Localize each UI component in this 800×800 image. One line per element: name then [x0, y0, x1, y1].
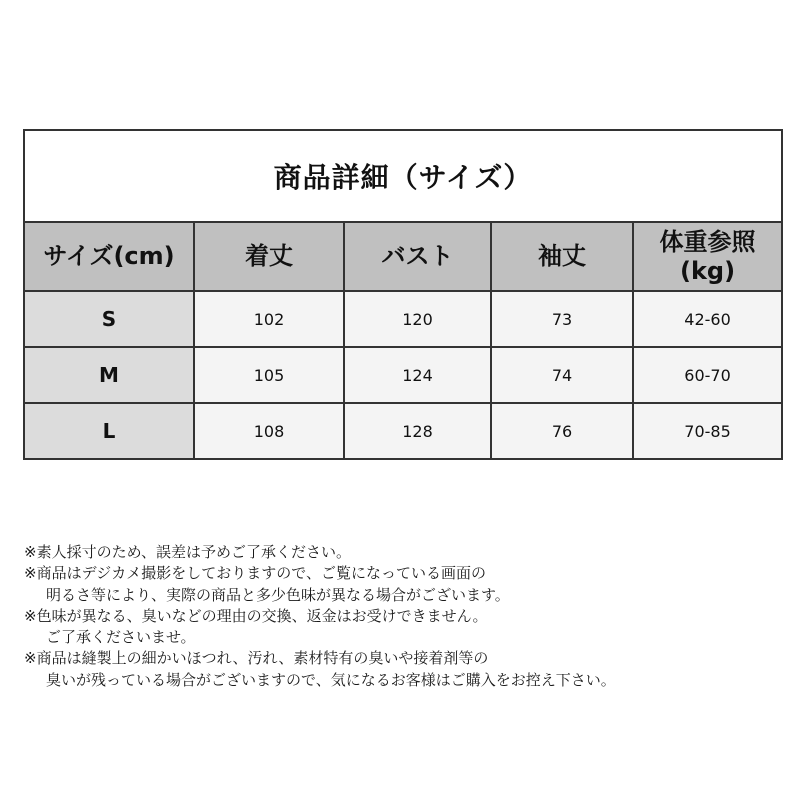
header-bust: バスト: [344, 222, 491, 291]
table-title: 商品詳細（サイズ）: [24, 130, 782, 222]
weight-value: 60-70: [633, 347, 782, 403]
header-size: サイズ(cm): [24, 222, 194, 291]
size-table: [23, 129, 783, 460]
size-label: M: [24, 347, 194, 403]
note-line: ※素人採寸のため、誤差は予めご了承ください。: [24, 543, 351, 561]
weight-value: 70-85: [633, 403, 782, 459]
bust-value: 120: [344, 291, 491, 347]
sleeve-value: 76: [491, 403, 633, 459]
sleeve-value: 74: [491, 347, 633, 403]
header-length: 着丈: [194, 222, 344, 291]
length-value: 108: [194, 403, 344, 459]
note-line: ご了承くださいませ。: [46, 628, 196, 647]
length-value: 102: [194, 291, 344, 347]
bust-value: 128: [344, 403, 491, 459]
size-label: L: [24, 403, 194, 459]
title-row: [24, 130, 782, 222]
size-label: S: [24, 291, 194, 347]
note-line: 明るさ等により、実際の商品と多少色味が異なる場合がございます。: [46, 585, 510, 604]
table-row: [24, 403, 782, 459]
note-line: ※色味が異なる、臭いなどの理由の交換、返金はお受けできません。: [24, 606, 488, 625]
header-weight: 体重参照 (kg): [633, 222, 782, 291]
header-row: [24, 222, 782, 291]
note-line: ※商品は縫製上の細かいほつれ、汚れ、素材特有の臭いや接着剤等の: [24, 649, 489, 668]
header-sleeve: 袖丈: [491, 222, 633, 291]
note-line: 臭いが残っている場合がございますので、気になるお客様はご購入をお控え下さい。: [46, 670, 616, 689]
table-row: [24, 291, 782, 347]
sleeve-value: 73: [491, 291, 633, 347]
table-row: [24, 347, 782, 403]
note-line: ※商品はデジカメ撮影をしておりますので、ご覧になっている画面の: [24, 564, 486, 583]
weight-value: 42-60: [633, 291, 782, 347]
bust-value: 124: [344, 347, 491, 403]
notes: [24, 542, 784, 691]
length-value: 105: [194, 347, 344, 403]
